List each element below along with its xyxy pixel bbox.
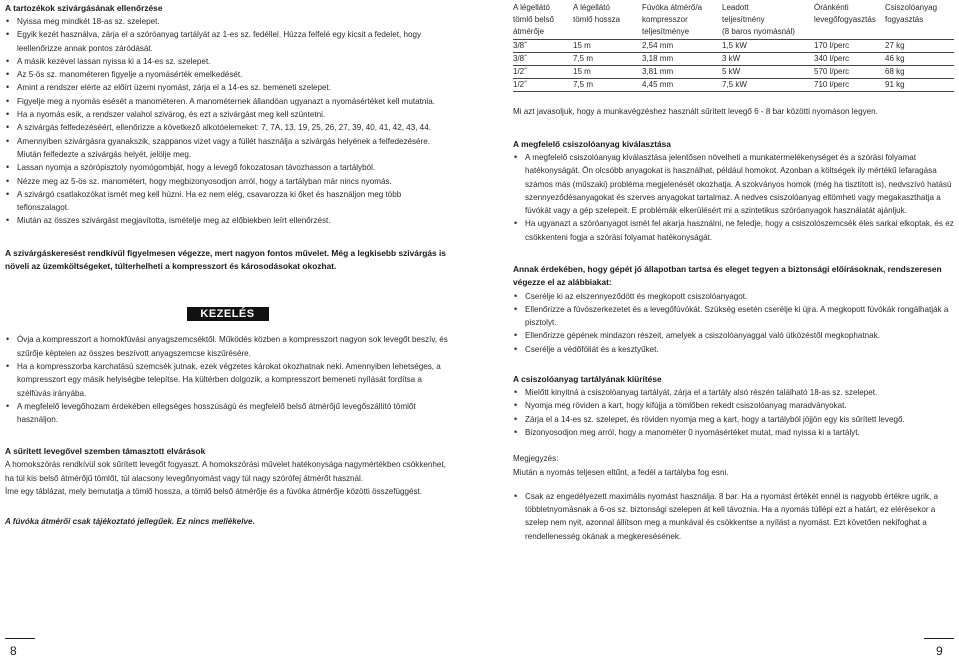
list-item: • Az 5-ös sz. manométeren figyelje a nyomásérték emelkedését. (5, 68, 450, 81)
table-header-power: Leadott teljesítmény (8 baros nyomásnál) (722, 3, 795, 37)
page-number-left: 8 (10, 644, 17, 658)
note-text: Miután a nyomás teljesen eltűnt, a fedél a tartályba fog esni. (513, 467, 729, 477)
emptying-list (513, 386, 954, 439)
page-number-right: 9 (936, 644, 943, 658)
list-item: • A másik kezével lassan nyissa ki a 14-es sz. szelepet. (5, 55, 450, 68)
table-row: 1/2˝ 7,5 m 4,45 mm 7,5 kW 710 l/perc 91 kg (513, 78, 954, 91)
list-item: • Zárja el a 14-es sz. szelepet, és röviden nyomja meg a kart, hogy a tartályból jöjjön egy kis sűrített levegő. (513, 413, 954, 426)
list-item: • Cserélje a védőfóliát és a kesztyűket. (513, 343, 954, 356)
list-item: • Csak az engedélyezett maximális nyomást használja. 8 bar. Ha a nyomást értékét ennél is nagyobb értékre ugrik, a többletnyomásnak a 6-os sz. biztonsági szelepen át kell távoznia. Ha a nyomás túllépi ezt a határt, ez elérésekor a szelep nem nyit, azonnal állítson meg a munkával és csökkentse a nyílást a nyomást. Ezt követően nekifoghat a rendellenesség okának a megkeresésének. (513, 490, 954, 543)
air-supply-table (513, 2, 954, 92)
air-requirements-text: A homokszórás rendkívül sok sűrített levegőt fogyaszt. A homokszórási művelet hatékonysága nagymértékben csökkenhet, ha túl kis belső átmérőjű tömlőt, túl alacsony levegőnyomást vagy túl nagy szórófej átmérőt használ. (5, 460, 446, 483)
list-item: • Nézze meg az 5-ös sz. manométert, hogy megbizonyosodjon arról, hogy a tartályban már nincs nyomás. (5, 175, 450, 188)
list-item: • A megfelelő csiszolóanyag kiválasztása jelentősen növelheti a munkatermelékenységet és a szórási folyamat hatékonyságát. Ön olcsóbb anyagokat is használhat, például homokot. Azonban a költségek ily mértékű lefaragása számos más (műszaki) probléma megjelenését okozhatja. A szokványos homok (még ha tisztított is), nedvszívó hatású szennyeződésanyagokat és szerves anyagokat tartalmaz. A nedves csiszolóanyag eltömheti vagy megakaszthatja a fúvókát vagy a gép szelepeit. E problémák elkerülésért mi a szintetikus szóróanyagok használatát ajánljuk. (513, 151, 954, 217)
right-column (513, 2, 954, 543)
section-title-abrasive-choice: A megfelelő csiszolóanyag kiválasztása (513, 138, 671, 149)
list-item: • Ellenőrizze a fúvószerkezetet és a levegőfúvókát. Szükség esetén cserélje ki újra. A megkopott fúvókák rongálhatják a pisztolyt. (513, 303, 954, 330)
pressure-advice: Mi azt javasoljuk, hogy a munkavégzéshez használt sűrített levegő 6 - 8 bar közötti nyomáson legyen. (513, 106, 878, 116)
table-header-abrasive: Csiszolóanyag fogyasztás (885, 3, 938, 25)
left-column (5, 2, 450, 529)
leak-warning: A szivárgáskeresést rendkívül figyelmesen végezze, mert nagyon fontos művelet. Még a legkisebb szivárgás is növeli az üzemköltségeket, túlterhelheti a kompresszort és károsodásokat okozhat. (5, 247, 446, 272)
table-row: 3/8˝ 15 m 2,54 mm 1,5 kW 170 l/perc 27 kg (513, 39, 954, 52)
list-item: • A megfelelő levegőhozam érdekében ellegséges hosszúságú és megfelelő belső átmérőjű levegőszállító tömlőt használjon. (5, 400, 450, 427)
table-header-hose-length: A légellátó tömlő hossza (573, 3, 621, 25)
list-item: • Amennyiben szivárgásra gyanakszik, szappanos vizet vagy a füllét használja a szivárgás helyének a felfedezésére. Miután felfedezte a szivárgás helyét, jelölje meg. (5, 135, 450, 162)
table-intro-text: Íme egy táblázat, mely bemutatja a tömlő hossza, a tömlő belső átmérője és a fúvóka átmérője közötti összefüggést. (5, 487, 423, 497)
section-title-emptying: A csiszolóanyag tartályának kiürítése (513, 374, 662, 385)
list-item: • Ha a kompresszorba karchatású szemcsék jutnak, ezek végzetes károkat okozhatnak neki. Amennyiben lehetséges, a kompresszort egy másik helyiségbe telepítse. Ha kültérben dolgozik, a kompresszort bemeneti nyílását fordítsa a szélfúvás irányába. (5, 360, 450, 400)
list-item: • Ha a nyomás esik, a rendszer valahol szivárog, és ezt a szivárgást meg kell szüntetni. (5, 108, 450, 121)
list-item: • Ha ugyanazt a szóróanyagot ismét fel akarja használni, ne feledje, hogy a csiszolószemcsék éles sarkai elkoptak, és ez csökkenteni fogja a szórási folyamat hatékonyságát. (513, 217, 954, 244)
nozzle-note: A fúvóka átmérői csak tájékoztató jellegűek. Ez nincs mellékelve. (5, 517, 255, 527)
list-item: • A szivárgó csatlakozókat ismét meg kell húzni. Ha ez nem elég, csavarozza ki őket és használjon meg több teflonszalagot. (5, 188, 450, 215)
leak-check-list (5, 15, 450, 228)
table-header-hose-diameter: A légellátó tömlő belső átmérője (513, 3, 554, 37)
list-item: • Mielőtt kinyitná a csiszolóanyag tartályát, zárja el a tartály alsó részén található 18-as sz. szelepet. (513, 386, 954, 399)
table-header-air-consumption: Óránkénti levegőfogyasztás (814, 3, 876, 25)
maintenance-intro: Annak érdekében, hogy gépét jó állapotban tartsa és eleget tegyen a biztonsági előírásoknak, rendszeresen végezze el az alábbiakat: (513, 263, 942, 288)
list-item: • A szivárgás felfedezéséért, ellenőrizze a következő alkotóelemeket: 7, 7A, 13, 19, 25, 26, 27, 39, 40, 41, 42, 43, 44. (5, 121, 450, 134)
list-item: • Egyik kezét használva, zárja el a szóróanyag tartályát az 1-es sz. fedéllel. Húzza felfelé egy kicsit a fedelet, hogy leellenőrizze annak pontos záródását. (5, 28, 450, 55)
list-item: • Figyelje meg a nyomás esését a manométeren. A manométernek állandóan ugyanazt a nyomásértéket kell mutatnia. (5, 95, 450, 108)
table-row: 3/8˝ 7,5 m 3,18 mm 3 kW 340 l/perc 46 kg (513, 52, 954, 65)
table-header-row (513, 2, 954, 39)
handling-list (5, 333, 450, 426)
list-item: • Cserélje ki az elszennyeződött és megkopott csiszolóanyagot. (513, 290, 954, 303)
maintenance-list (513, 290, 954, 356)
section-title-air-requirements: A sűrített levegővel szemben támasztott elvárások (5, 446, 206, 457)
footer-rule-right (924, 638, 954, 639)
note-title: Megjegyzés: (513, 454, 559, 464)
abrasive-choice-list (513, 151, 954, 244)
list-item: • Nyissa meg mindkét 18-as sz. szelepet. (5, 15, 450, 28)
list-item: • Miután az összes szivárgást megjavította, ismételje meg az előbiekben leírt ellenőrzést. (5, 214, 450, 227)
table-header-nozzle: Fúvóka átmérő/a kompresszor teljesítménye (642, 3, 703, 37)
list-item: • Nyomja meg röviden a kart, hogy kifújja a tömlőben rekedt csiszolóanyag maradványokat. (513, 399, 954, 412)
list-item: • Ellenőrizze gépének mindazon részeit, amelyek a csiszolóanyaggal való ütközéstől megkophatnak. (513, 329, 954, 342)
pressure-safety-list (513, 490, 954, 543)
list-item: • Amint a rendszer elérte az előírt üzemi nyomást, zárja el a 14-es sz. bemeneti szelepet. (5, 81, 450, 94)
section-title-leak-check: A tartozékok szivárgásának ellenőrzése (5, 3, 163, 13)
list-item: • Lassan nyomja a szórópisztoly nyomógombját, hogy a levegő fokozatosan távozhasson a tartályból. (5, 161, 450, 174)
table-row: 1/2˝ 15 m 3,81 mm 5 kW 570 l/perc 68 kg (513, 65, 954, 78)
footer-rule-left (5, 638, 35, 639)
list-item: • Bizonyosodjon meg arról, hogy a manométer 0 nyomásértéket mutat, mad nyissa ki a tartályt. (513, 426, 954, 439)
kezeles-heading: KEZELÉS (187, 307, 269, 321)
list-item: • Óvja a kompresszort a homokfúvási anyagszemcséktől. Működés közben a kompresszort nagyon sok levegőt beszív, és szűrője képtelen az összes beszívott anyagszemcse kiszűrésére. (5, 333, 450, 360)
